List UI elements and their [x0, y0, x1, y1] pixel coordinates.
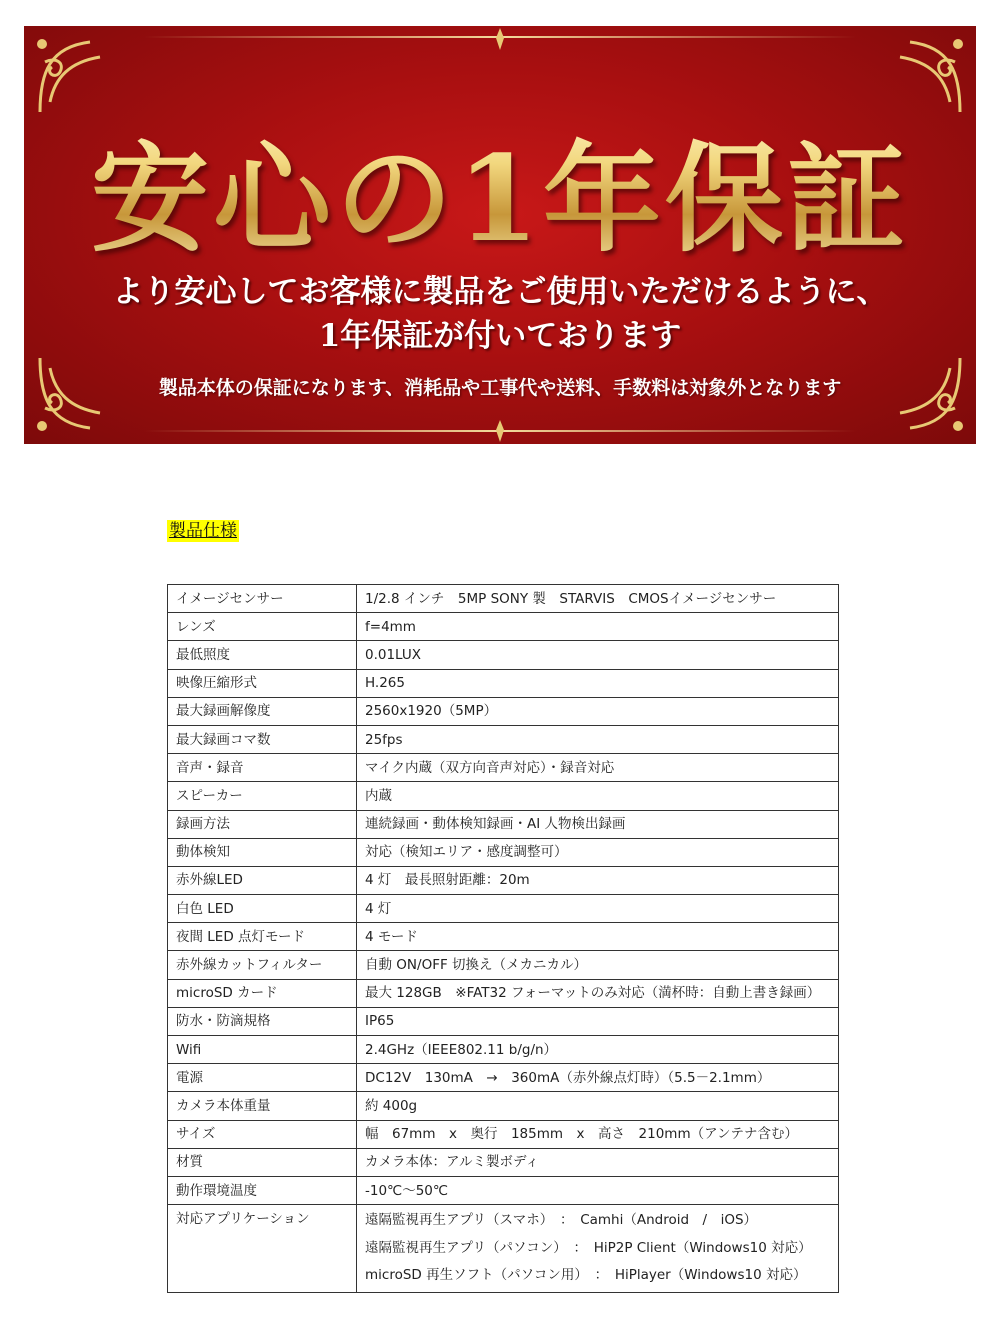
spec-value: 約 400g [357, 1092, 839, 1120]
spec-value: 1/2.8 インチ 5MP SONY 製 STARVIS CMOSイメージセンサー [357, 585, 839, 613]
spec-label: 最低照度 [168, 641, 357, 669]
spec-value: 0.01LUX [357, 641, 839, 669]
spec-value: 連続録画・動体検知録画・AI 人物検出録画 [357, 810, 839, 838]
center-flourish-icon [480, 418, 520, 444]
spec-value: DC12V 130mA → 360mA（赤外線点灯時）（5.5－2.1mm） [357, 1064, 839, 1092]
table-row [168, 697, 839, 725]
spec-table [167, 584, 839, 1293]
app-line: 遠隔監視再生アプリ（パソコン） ： HiP2P Client（Windows10 対応） [365, 1239, 812, 1256]
spec-value: 25fps [357, 725, 839, 753]
spec-value: 4 灯 最長照射距離：20m [357, 866, 839, 894]
spec-label: microSD カード [168, 979, 357, 1007]
table-row [168, 754, 839, 782]
spec-value: 自動 ON/OFF 切換え（メカニカル） [357, 951, 839, 979]
spec-value: -10℃～50℃ [357, 1176, 839, 1204]
table-row [168, 669, 839, 697]
spec-label: 録画方法 [168, 810, 357, 838]
center-flourish-icon [480, 26, 520, 52]
table-row [168, 1064, 839, 1092]
table-row [168, 641, 839, 669]
spec-label: レンズ [168, 613, 357, 641]
spec-label: 音声・録音 [168, 754, 357, 782]
table-row [168, 1036, 839, 1064]
table-row [168, 1092, 839, 1120]
spec-label: Wifi [168, 1036, 357, 1064]
table-row [168, 1205, 839, 1293]
spec-value: 4 灯 [357, 895, 839, 923]
spec-label: 赤外線カットフィルター [168, 951, 357, 979]
spec-label: 最大録画コマ数 [168, 725, 357, 753]
banner-title: 安心の1年保証 [24, 104, 976, 274]
table-row [168, 1176, 839, 1204]
table-row [168, 923, 839, 951]
banner-note: 製品本体の保証になります、消耗品や工事代や送料、手数料は対象外となります [158, 377, 842, 399]
table-row [168, 838, 839, 866]
spec-label: 最大録画解像度 [168, 697, 357, 725]
table-row [168, 782, 839, 810]
table-row [168, 1007, 839, 1035]
table-row [168, 613, 839, 641]
table-row [168, 979, 839, 1007]
warranty-banner [24, 26, 976, 444]
spec-label: スピーカー [168, 782, 357, 810]
app-line: microSD 再生ソフト（パソコン用） ： HiPlayer（Windows10 対応） [365, 1267, 807, 1284]
table-row [168, 725, 839, 753]
spec-value: 内蔵 [357, 782, 839, 810]
spec-value: 最大 128GB ※FAT32 フォーマットのみ対応（満杯時：自動上書き録画） [357, 979, 839, 1007]
spec-label: イメージセンサー [168, 585, 357, 613]
table-row [168, 866, 839, 894]
spec-label: 材質 [168, 1148, 357, 1176]
table-row [168, 810, 839, 838]
table-row [168, 1120, 839, 1148]
spec-value: 4 モード [357, 923, 839, 951]
banner-message-line2: 1年保証が付いております [318, 318, 682, 354]
table-row [168, 895, 839, 923]
spec-value: 幅 67mm x 奥行 185mm x 高さ 210mm（アンテナ含む） [357, 1120, 839, 1148]
table-row [168, 951, 839, 979]
spec-label: 赤外線LED [168, 866, 357, 894]
spec-label: 電源 [168, 1064, 357, 1092]
spec-value: f=4mm [357, 613, 839, 641]
spec-value-apps [357, 1205, 839, 1293]
spec-value: 2560x1920（5MP） [357, 697, 839, 725]
spec-value: マイク内蔵（双方向音声対応）・録音対応 [357, 754, 839, 782]
spec-label: カメラ本体重量 [168, 1092, 357, 1120]
spec-label: 防水・防滴規格 [168, 1007, 357, 1035]
table-row [168, 585, 839, 613]
spec-label: 夜間 LED 点灯モード [168, 923, 357, 951]
spec-label: 白色 LED [168, 895, 357, 923]
spec-label: サイズ [168, 1120, 357, 1148]
spec-label: 動体検知 [168, 838, 357, 866]
spec-heading: 製品仕様 [169, 521, 237, 541]
spec-label: 対応アプリケーション [168, 1205, 357, 1293]
spec-label: 映像圧縮形式 [168, 669, 357, 697]
spec-value: 2.4GHz（IEEE802.11 b/g/n） [357, 1036, 839, 1064]
banner-message-line1: より安心してお客様に製品をご使用いただけるように、 [112, 274, 888, 310]
spec-value: IP65 [357, 1007, 839, 1035]
table-row [168, 1148, 839, 1176]
spec-label: 動作環境温度 [168, 1176, 357, 1204]
spec-value: 対応（検知エリア・感度調整可） [357, 838, 839, 866]
spec-value: H.265 [357, 669, 839, 697]
spec-value: カメラ本体：アルミ製ボディ [357, 1148, 839, 1176]
app-line: 遠隔監視再生アプリ（スマホ） ： Camhi（Android / iOS） [365, 1212, 758, 1229]
